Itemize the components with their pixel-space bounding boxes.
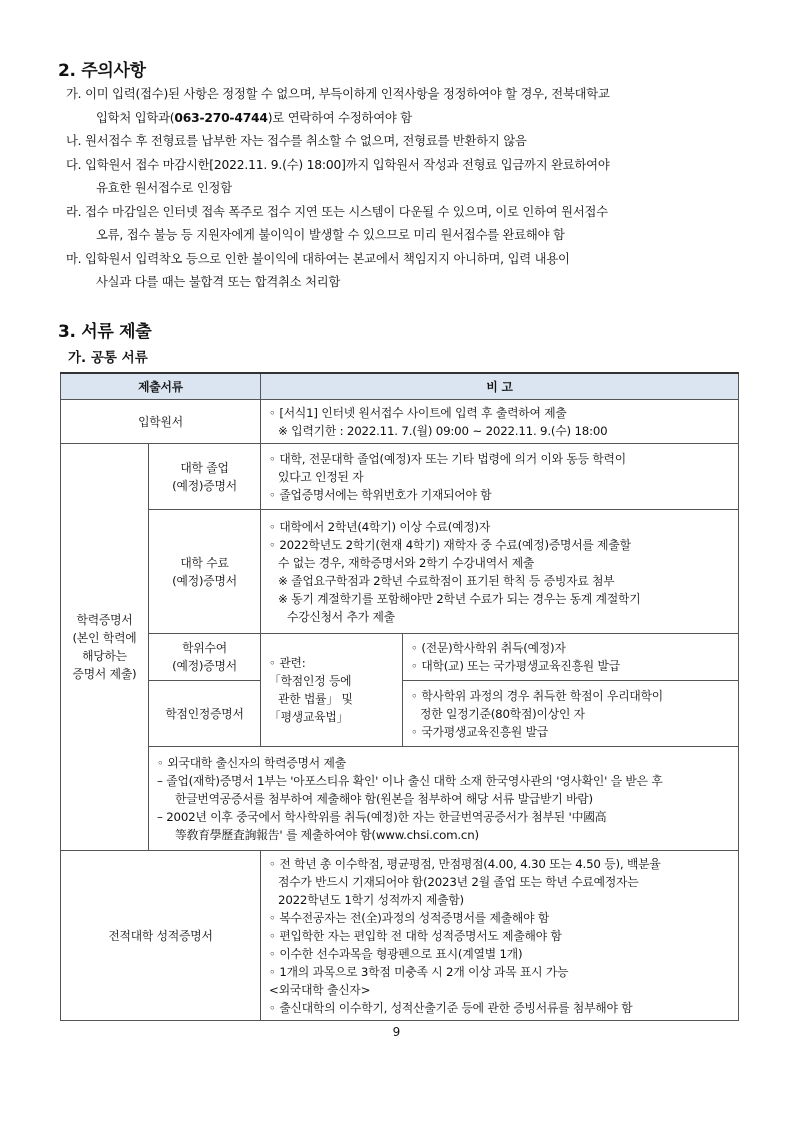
remark-line: ※ 졸업요구학점과 2학년 수료학점이 표기된 학칙 등 증빙자료 첨부: [278, 573, 615, 588]
notice-item-da-line2: 유효한 원서접수로 인정함: [96, 181, 232, 195]
law-line: 「학점인정 등에: [269, 674, 352, 688]
phone-number: 063-270-4744: [174, 111, 268, 125]
table-header-row: [61, 373, 739, 400]
application-name: 입학원서: [61, 400, 261, 444]
credit-remarks: [403, 681, 739, 747]
remark-line: ◦ 전 학년 총 이수학점, 평균평점, 만점평점(4.00, 4.30 또는 4.50 등), 백분율: [269, 856, 661, 871]
note-line: 等敎育學歷査詢報告' 를 제출하여야 함(www.chsi.com.cn): [175, 827, 479, 842]
academic-certificate-group: [61, 444, 149, 851]
remark-line: 2022학년도 1학기 성적까지 제출함): [278, 892, 464, 907]
remark-line: ◦ 1개의 과목으로 3학점 미충족 시 2개 이상 과목 표시 가능: [269, 964, 569, 979]
remark-line: ◦ 학사학위 과정의 경우 취득한 학점이 우리대학이: [411, 688, 663, 703]
doc-label: (예정)증명서: [172, 478, 237, 493]
remark-line: ◦ 이수한 선수과목을 형광펜으로 표시(계열별 1개): [269, 946, 523, 961]
remark-line: ◦ 대학에서 2학년(4학기) 이상 수료(예정)자: [269, 519, 491, 534]
remark-line: ◦ 편입학한 자는 편입학 전 대학 성적증명서도 제출해야 함: [269, 928, 562, 943]
section3-subtitle: 가. 공통 서류: [68, 350, 148, 366]
remark-line: ◦ (전문)학사학위 취득(예정)자: [411, 641, 566, 655]
graduation-name: [149, 444, 261, 510]
note-line: 한글번역공증서를 첨부하여 제출해야 함(원본을 첨부하여 해당 서류 발급받기 바람): [175, 791, 593, 806]
degree-remarks: [403, 634, 739, 681]
notice-item-ga-line1: 가. 이미 입력(접수)된 사항은 정정할 수 없으며, 부득이하게 인적사항을 정정하여야 할 경우, 전북대학교: [66, 87, 610, 101]
group-label: (본인 학력에: [72, 631, 137, 645]
remark-line: ◦ 국가평생교육진흥원 발급: [411, 724, 549, 739]
remark-line: ※ 동기 계절학기를 포함해야만 2학년 수료가 되는 경우는 동계 계절학기: [278, 591, 641, 606]
law-line: ◦ 관련:: [269, 656, 306, 670]
remark-line: ◦ [서식1] 인터넷 원서접수 사이트에 입력 후 출력하여 제출: [269, 405, 567, 420]
notice-item-ga-line2: [96, 108, 412, 126]
remark-line: 있다고 인정된 자: [278, 469, 364, 484]
header-documents: 제출서류: [61, 373, 261, 400]
remark-line: 점수가 반드시 기재되어야 함(2023년 2월 졸업 또는 학년 수료예정자는: [278, 874, 639, 889]
group-label: 학력증명서: [76, 613, 133, 627]
section2-title: 2. 주의사항: [58, 61, 146, 81]
table-row-application: [61, 400, 739, 444]
doc-label: 대학 졸업: [180, 460, 229, 475]
documents-table: [60, 372, 739, 1021]
notice-item-ra-line1: 라. 접수 마감일은 인터넷 접속 폭주로 접수 지연 또는 시스템이 다운될 수 있으며, 이로 인하여 원서접수: [66, 205, 608, 219]
notice-item-da-line1: 다. 입학원서 접수 마감시한[2022.11. 9.(수) 18:00]까지 입학원서 작성과 전형료 입금까지 완료하여야: [66, 158, 610, 172]
law-line: 「평생교육법」: [269, 710, 349, 724]
doc-label: 학위수여: [182, 641, 227, 655]
remark-line: ※ 입력기한 : 2022.11. 7.(월) 09:00 ~ 2022.11. 9.(수) 18:00: [278, 423, 608, 438]
graduation-remarks: [261, 444, 739, 510]
transcript-remarks: [261, 851, 739, 1021]
group-label: 해당하는: [82, 649, 127, 663]
remark-line: ◦ 대학(교) 또는 국가평생교육진흥원 발급: [411, 659, 620, 673]
degree-name: [149, 634, 261, 681]
table-row-foreign: [61, 747, 739, 851]
table-row-graduation: [61, 444, 739, 510]
transcript-name: 전적대학 성적증명서: [61, 851, 261, 1021]
remark-line: ◦ 복수전공자는 전(全)과정의 성적증명서를 제출해야 함: [269, 910, 550, 925]
foreign-university-note: [149, 747, 739, 851]
note-line: – 졸업(재학)증명서 1부는 '아포스티유 확인' 이나 출신 대학 소재 한국영사관의 '영사확인' 을 받은 후: [157, 773, 663, 788]
remark-line: ◦ 졸업증명서에는 학위번호가 기재되어야 함: [269, 487, 492, 502]
notice-item-ma-line1: 마. 입학원서 입력착오 등으로 인한 불이익에 대하여는 본교에서 책임지지 아니하며, 입력 내용이: [66, 252, 570, 266]
remark-line: ◦ 대학, 전문대학 졸업(예정)자 또는 기타 법령에 의거 이와 동등 학력이: [269, 451, 626, 466]
related-laws: [261, 634, 403, 747]
notice-item-ra-line2: 오류, 접수 불능 등 지원자에게 불이익이 발생할 수 있으므로 미리 원서접수를 완료해야 함: [96, 228, 565, 242]
doc-label: (예정)증명서: [172, 659, 237, 673]
group-label: 증명서 제출): [72, 667, 137, 681]
remark-line: ◦ 출신대학의 이수학기, 성적산출기준 등에 관한 증빙서류를 첨부해야 함: [269, 1000, 633, 1015]
note-line: – 2002년 이후 중국에서 학사학위를 취득(예정)한 자는 한글번역공증서가 첨부된 '中國高: [157, 809, 607, 824]
note-line: ◦ 외국대학 출신자의 학력증명서 제출: [157, 755, 346, 770]
remark-line: 수 없는 경우, 재학증명서와 2학기 수강내역서 제출: [278, 555, 535, 570]
credit-name: 학점인정증명서: [149, 681, 261, 747]
remark-line: <외국대학 출신자>: [269, 982, 371, 997]
table-row-completion: [61, 510, 739, 634]
header-remarks: 비 고: [261, 373, 739, 400]
notice-text: 입학처 입학과(: [96, 111, 175, 125]
page-number: 9: [392, 1025, 401, 1039]
application-remarks: [261, 400, 739, 444]
remark-line: 수강신청서 추가 제출: [287, 609, 395, 624]
table-row-degree: [61, 634, 739, 681]
remark-line: 정한 일정기준(80학점)이상인 자: [420, 706, 585, 721]
remark-line: ◦ 2022학년도 2학기(현재 4학기) 재학자 중 수료(예정)증명서를 제출할: [269, 537, 631, 552]
completion-remarks: [261, 510, 739, 634]
notice-text: )로 연락하여 수정하여야 함: [267, 111, 412, 125]
section3-title: 3. 서류 제출: [58, 322, 152, 342]
table-row-transcript: [61, 851, 739, 1021]
completion-name: [149, 510, 261, 634]
doc-label: 대학 수료: [180, 555, 229, 570]
notice-item-na: 나. 원서접수 후 전형료를 납부한 자는 접수를 취소할 수 없으며, 전형료를 반환하지 않음: [66, 134, 527, 148]
law-line: 관한 법률」 및: [278, 692, 353, 706]
doc-label: (예정)증명서: [172, 573, 237, 588]
notice-item-ma-line2: 사실과 다를 때는 불합격 또는 합격취소 처리함: [96, 275, 341, 289]
